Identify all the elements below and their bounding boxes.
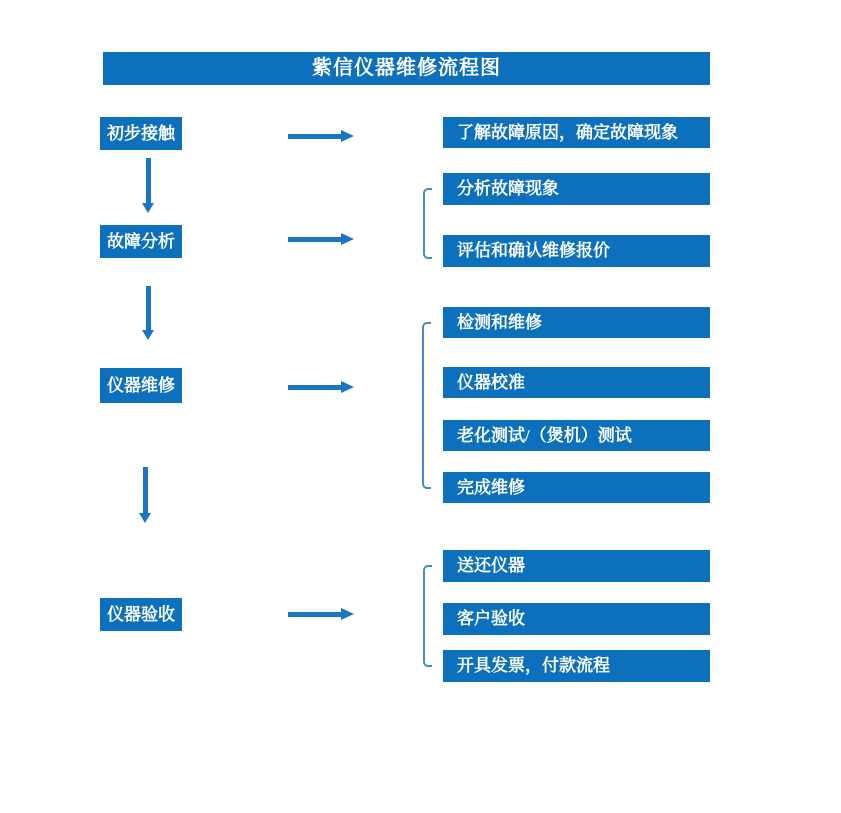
arrow-down-icon [142,158,155,213]
step-box-repair-complete: 完成维修 [443,472,710,503]
arrow-head [341,130,354,142]
arrow-shaft [288,385,341,390]
arrow-down-icon [142,286,155,340]
arrow-shaft [143,467,148,514]
step-box-invoice-payment: 开具发票，付款流程 [443,650,710,682]
arrow-right-icon [288,381,354,394]
arrow-right-icon [288,608,354,621]
step-box-customer-acceptance: 客户验收 [443,603,710,635]
arrow-shaft [288,237,341,242]
step-box-confirm-quote: 评估和确认维修报价 [443,235,710,267]
step-box-detect-repair: 检测和维修 [443,307,710,338]
arrow-right-icon [288,233,354,246]
step-box-analyze-fault: 分析故障现象 [443,173,710,205]
arrow-down-icon [139,467,152,523]
arrow-head [341,381,354,393]
stage-box-instrument-repair: 仪器维修 [100,368,182,403]
stage-box-fault-analysis: 故障分析 [100,225,182,258]
arrow-head [142,330,154,340]
arrow-head [142,203,154,213]
step-box-return-instrument: 送还仪器 [443,550,710,582]
arrow-shaft [146,158,151,204]
arrow-head [341,608,354,620]
bracket-connector [423,565,432,667]
stage-box-instrument-acceptance: 仪器验收 [100,598,182,631]
arrow-right-icon [288,130,354,143]
arrow-shaft [146,286,151,331]
arrow-shaft [288,134,341,139]
arrow-head [341,233,354,245]
arrow-shaft [288,612,341,617]
bracket-connector [423,188,432,259]
stage-box-initial-contact: 初步接触 [100,117,182,150]
bracket-connector [422,322,431,489]
step-box-calibration: 仪器校准 [443,367,710,398]
arrow-head [139,513,151,523]
step-box-aging-test: 老化测试/（煲机）测试 [443,420,710,451]
page-title: 紫信仪器维修流程图 [103,52,710,85]
step-box-understand-fault: 了解故障原因，确定故障现象 [443,117,710,148]
